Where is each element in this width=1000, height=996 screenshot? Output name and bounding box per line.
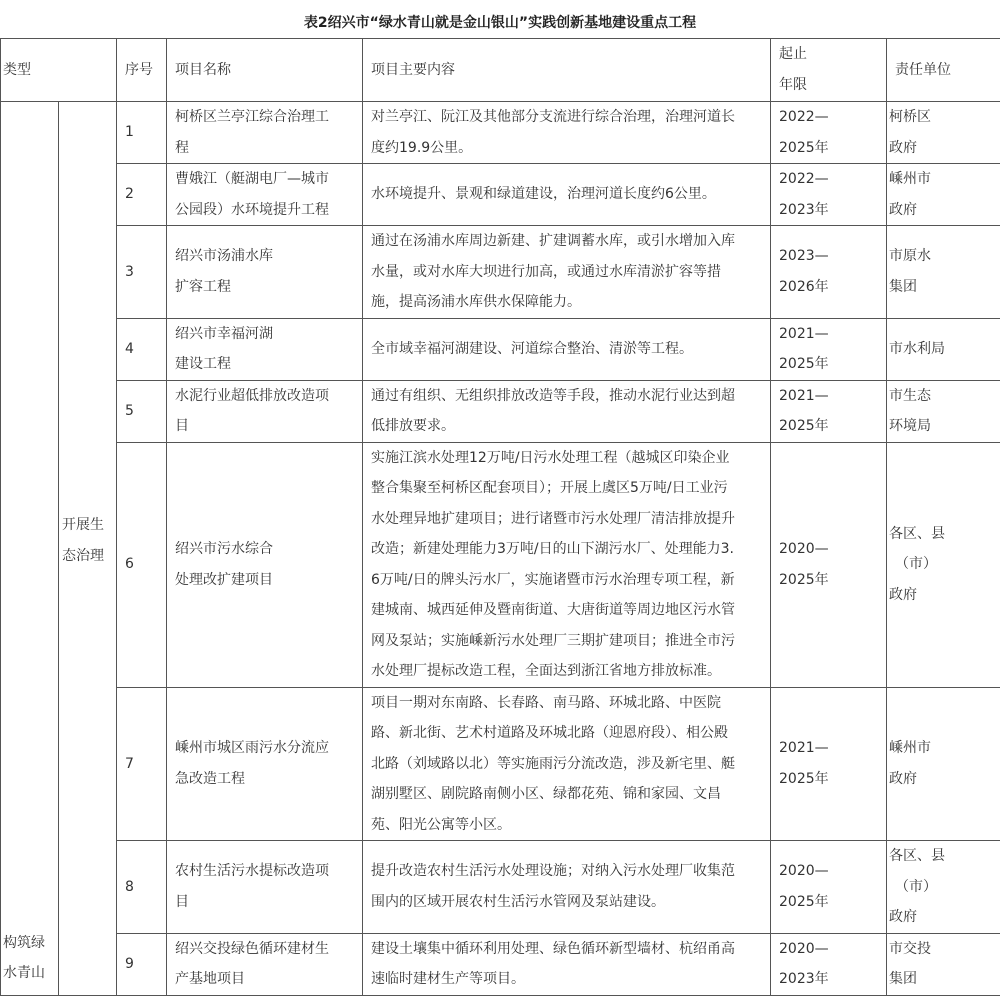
project-name-line: 产基地项目 — [175, 964, 358, 995]
responsible-unit-line: 嵊州市 — [889, 164, 996, 195]
responsible-unit-line: 市交投 — [889, 934, 996, 965]
responsible-unit-cell — [887, 687, 1000, 841]
table-row — [1, 164, 1000, 226]
row-number: 4 — [117, 318, 167, 380]
project-content-line: 水环境提升、景观和绿道建设，治理河道长度约6公里。 — [371, 179, 766, 210]
header-name: 项目名称 — [167, 39, 363, 102]
project-period-line: 2025年 — [779, 411, 882, 442]
projects-table — [0, 38, 1000, 996]
project-period-cell — [771, 442, 887, 687]
project-name-cell — [167, 226, 363, 319]
responsible-unit-line: 政府 — [889, 902, 996, 933]
project-name-cell — [167, 318, 363, 380]
project-content-cell — [363, 102, 771, 164]
project-content-line: 施，提高汤浦水库供水保障能力。 — [371, 287, 766, 318]
responsible-unit-line: 政府 — [889, 580, 996, 611]
project-period-cell — [771, 933, 887, 995]
row-number: 1 — [117, 102, 167, 164]
project-name-line: 绍兴交投绿色循环建材生 — [175, 934, 358, 965]
project-period-line: 2022— — [779, 164, 882, 195]
project-content-line: 水处理异地扩建项目；进行诸暨市污水处理厂清洁排放提升 — [371, 504, 766, 535]
category-main-line: 水青山 — [3, 958, 54, 989]
table-row — [1, 226, 1000, 319]
header-period-line: 起止 — [779, 39, 882, 70]
project-period-line: 2020— — [779, 856, 882, 887]
project-name-line: 公园段）水环境提升工程 — [175, 195, 358, 226]
responsible-unit-line: 市水利局 — [889, 334, 996, 365]
project-content-line: 提升改造农村生活污水处理设施；对纳入污水处理厂收集范 — [371, 856, 766, 887]
project-period-line: 2021— — [779, 319, 882, 350]
category-main-line: 构筑绿 — [3, 928, 54, 959]
responsible-unit-line: 市原水 — [889, 241, 996, 272]
project-period-line: 2023— — [779, 241, 882, 272]
project-name-line: 绍兴市污水综合 — [175, 534, 358, 565]
project-period-cell — [771, 380, 887, 442]
project-content-line: 项目一期对东南路、长春路、南马路、环城北路、中医院 — [371, 688, 766, 719]
project-content-cell — [363, 318, 771, 380]
table-row — [1, 687, 1000, 841]
project-name-line: 建设工程 — [175, 349, 358, 380]
project-name-line: 绍兴市幸福河湖 — [175, 319, 358, 350]
responsible-unit-line: 柯桥区 — [889, 102, 996, 133]
project-content-line: 实施江滨水处理12万吨/日污水处理工程（越城区印染企业 — [371, 443, 766, 474]
project-content-line: 整合集聚至柯桥区配套项目）；开展上虞区5万吨/日工业污 — [371, 473, 766, 504]
project-period-cell — [771, 164, 887, 226]
project-name-line: 目 — [175, 411, 358, 442]
project-content-cell — [363, 841, 771, 934]
table-row — [1, 102, 1000, 164]
project-content-cell — [363, 380, 771, 442]
project-content-line: 通过有组织、无组织排放改造等手段，推动水泥行业达到超 — [371, 381, 766, 412]
table-row — [1, 318, 1000, 380]
project-period-line: 2025年 — [779, 133, 882, 164]
table-row — [1, 841, 1000, 934]
project-name-line: 水泥行业超低排放改造项 — [175, 381, 358, 412]
project-period-line: 2026年 — [779, 272, 882, 303]
responsible-unit-line: 各区、县 — [889, 519, 996, 550]
project-period-line: 2020— — [779, 934, 882, 965]
project-period-cell — [771, 318, 887, 380]
header-period — [771, 39, 887, 102]
responsible-unit-line: 集团 — [889, 272, 996, 303]
project-name-line: 目 — [175, 887, 358, 918]
project-name-cell — [167, 687, 363, 841]
project-name-cell — [167, 164, 363, 226]
project-content-line: 对兰亭江、阮江及其他部分支流进行综合治理，治理河道长 — [371, 102, 766, 133]
header-row — [1, 39, 1000, 102]
row-number: 7 — [117, 687, 167, 841]
project-period-line: 2025年 — [779, 565, 882, 596]
project-period-line: 2023年 — [779, 195, 882, 226]
row-number: 2 — [117, 164, 167, 226]
responsible-unit-line: 政府 — [889, 195, 996, 226]
header-no: 序号 — [117, 39, 167, 102]
row-number: 5 — [117, 380, 167, 442]
project-period-line: 2022— — [779, 102, 882, 133]
project-name-line: 处理改扩建项目 — [175, 565, 358, 596]
project-content-line: 苑、阳光公寓等小区。 — [371, 810, 766, 841]
project-content-cell — [363, 933, 771, 995]
project-content-line: 通过在汤浦水库周边新建、扩建调蓄水库，或引水增加入库 — [371, 226, 766, 257]
project-period-cell — [771, 841, 887, 934]
project-name-line: 嵊州市城区雨污水分流应 — [175, 733, 358, 764]
project-content-line: 水处理厂提标改造工程，全面达到浙江省地方排放标准。 — [371, 656, 766, 687]
header-type: 类型 — [1, 39, 117, 102]
responsible-unit-line: （市） — [889, 549, 996, 580]
project-content-line: 网及泵站；实施嵊新污水处理厂三期扩建项目；推进全市污 — [371, 626, 766, 657]
project-name-line: 程 — [175, 133, 358, 164]
project-name-line: 曹娥江（艇湖电厂—城市 — [175, 164, 358, 195]
category-sub-line: 态治理 — [62, 541, 112, 572]
project-content-line: 围内的区域开展农村生活污水管网及泵站建设。 — [371, 887, 766, 918]
responsible-unit-line: 集团 — [889, 964, 996, 995]
responsible-unit-line: 各区、县 — [889, 841, 996, 872]
header-resp: 责任单位 — [887, 39, 1000, 102]
project-period-line: 2025年 — [779, 764, 882, 795]
category-main-cell — [1, 102, 59, 996]
project-name-cell — [167, 841, 363, 934]
project-name-cell — [167, 102, 363, 164]
project-name-line: 扩容工程 — [175, 272, 358, 303]
responsible-unit-cell — [887, 933, 1000, 995]
project-period-line: 2020— — [779, 534, 882, 565]
header-period-line: 年限 — [779, 70, 882, 101]
project-period-cell — [771, 102, 887, 164]
project-name-cell — [167, 442, 363, 687]
project-period-line: 2025年 — [779, 887, 882, 918]
project-name-cell — [167, 933, 363, 995]
responsible-unit-cell — [887, 318, 1000, 380]
row-number: 3 — [117, 226, 167, 319]
project-period-cell — [771, 226, 887, 319]
responsible-unit-line: 嵊州市 — [889, 733, 996, 764]
row-number: 9 — [117, 933, 167, 995]
responsible-unit-cell — [887, 841, 1000, 934]
project-content-line: 速临时建材生产等项目。 — [371, 964, 766, 995]
table-row — [1, 933, 1000, 995]
responsible-unit-cell — [887, 102, 1000, 164]
project-period-line: 2025年 — [779, 349, 882, 380]
category-sub-line: 开展生 — [62, 510, 112, 541]
project-content-cell — [363, 226, 771, 319]
responsible-unit-line: 政府 — [889, 133, 996, 164]
responsible-unit-line: 政府 — [889, 764, 996, 795]
responsible-unit-line: 环境局 — [889, 411, 996, 442]
project-content-cell — [363, 164, 771, 226]
project-content-line: 水量，或对水库大坝进行加高，或通过水库清淤扩容等措 — [371, 257, 766, 288]
project-content-line: 路、新北街、艺术村道路及环城北路（迎恩府段）、相公殿 — [371, 718, 766, 749]
table-title: 表2绍兴市“绿水青山就是金山银山”实践创新基地建设重点工程 — [0, 0, 1000, 38]
project-content-cell — [363, 442, 771, 687]
row-number: 8 — [117, 841, 167, 934]
project-name-line: 农村生活污水提标改造项 — [175, 856, 358, 887]
row-number: 6 — [117, 442, 167, 687]
project-name-cell — [167, 380, 363, 442]
project-content-line: 北路（刘域路以北）等实施雨污分流改造，涉及新宅里、艇 — [371, 749, 766, 780]
header-content: 项目主要内容 — [363, 39, 771, 102]
responsible-unit-cell — [887, 226, 1000, 319]
project-content-line: 全市域幸福河湖建设、河道综合整治、清淤等工程。 — [371, 334, 766, 365]
project-content-line: 湖别墅区、剧院路南侧小区、绿都花苑、锦和家园、文昌 — [371, 779, 766, 810]
table-row — [1, 380, 1000, 442]
responsible-unit-line: （市） — [889, 872, 996, 903]
project-period-cell — [771, 687, 887, 841]
project-content-line: 建城南、城西延伸及暨南街道、大唐街道等周边地区污水管 — [371, 595, 766, 626]
project-name-line: 绍兴市汤浦水库 — [175, 241, 358, 272]
project-name-line: 柯桥区兰亭江综合治理工 — [175, 102, 358, 133]
project-content-line: 低排放要求。 — [371, 411, 766, 442]
project-content-line: 改造；新建处理能力3万吨/日的山下湖污水厂、处理能力3. — [371, 534, 766, 565]
responsible-unit-line: 市生态 — [889, 381, 996, 412]
project-period-line: 2021— — [779, 733, 882, 764]
project-content-line: 建设土壤集中循环利用处理、绿色循环新型墙材、杭绍甬高 — [371, 934, 766, 965]
project-content-line: 6万吨/日的牌头污水厂，实施诸暨市污水治理专项工程，新 — [371, 565, 766, 596]
responsible-unit-cell — [887, 380, 1000, 442]
responsible-unit-cell — [887, 164, 1000, 226]
project-name-line: 急改造工程 — [175, 764, 358, 795]
table-row — [1, 442, 1000, 687]
project-period-line: 2021— — [779, 381, 882, 412]
category-sub-cell — [59, 102, 117, 996]
project-period-line: 2023年 — [779, 964, 882, 995]
responsible-unit-cell — [887, 442, 1000, 687]
project-content-cell — [363, 687, 771, 841]
project-content-line: 度约19.9公里。 — [371, 133, 766, 164]
